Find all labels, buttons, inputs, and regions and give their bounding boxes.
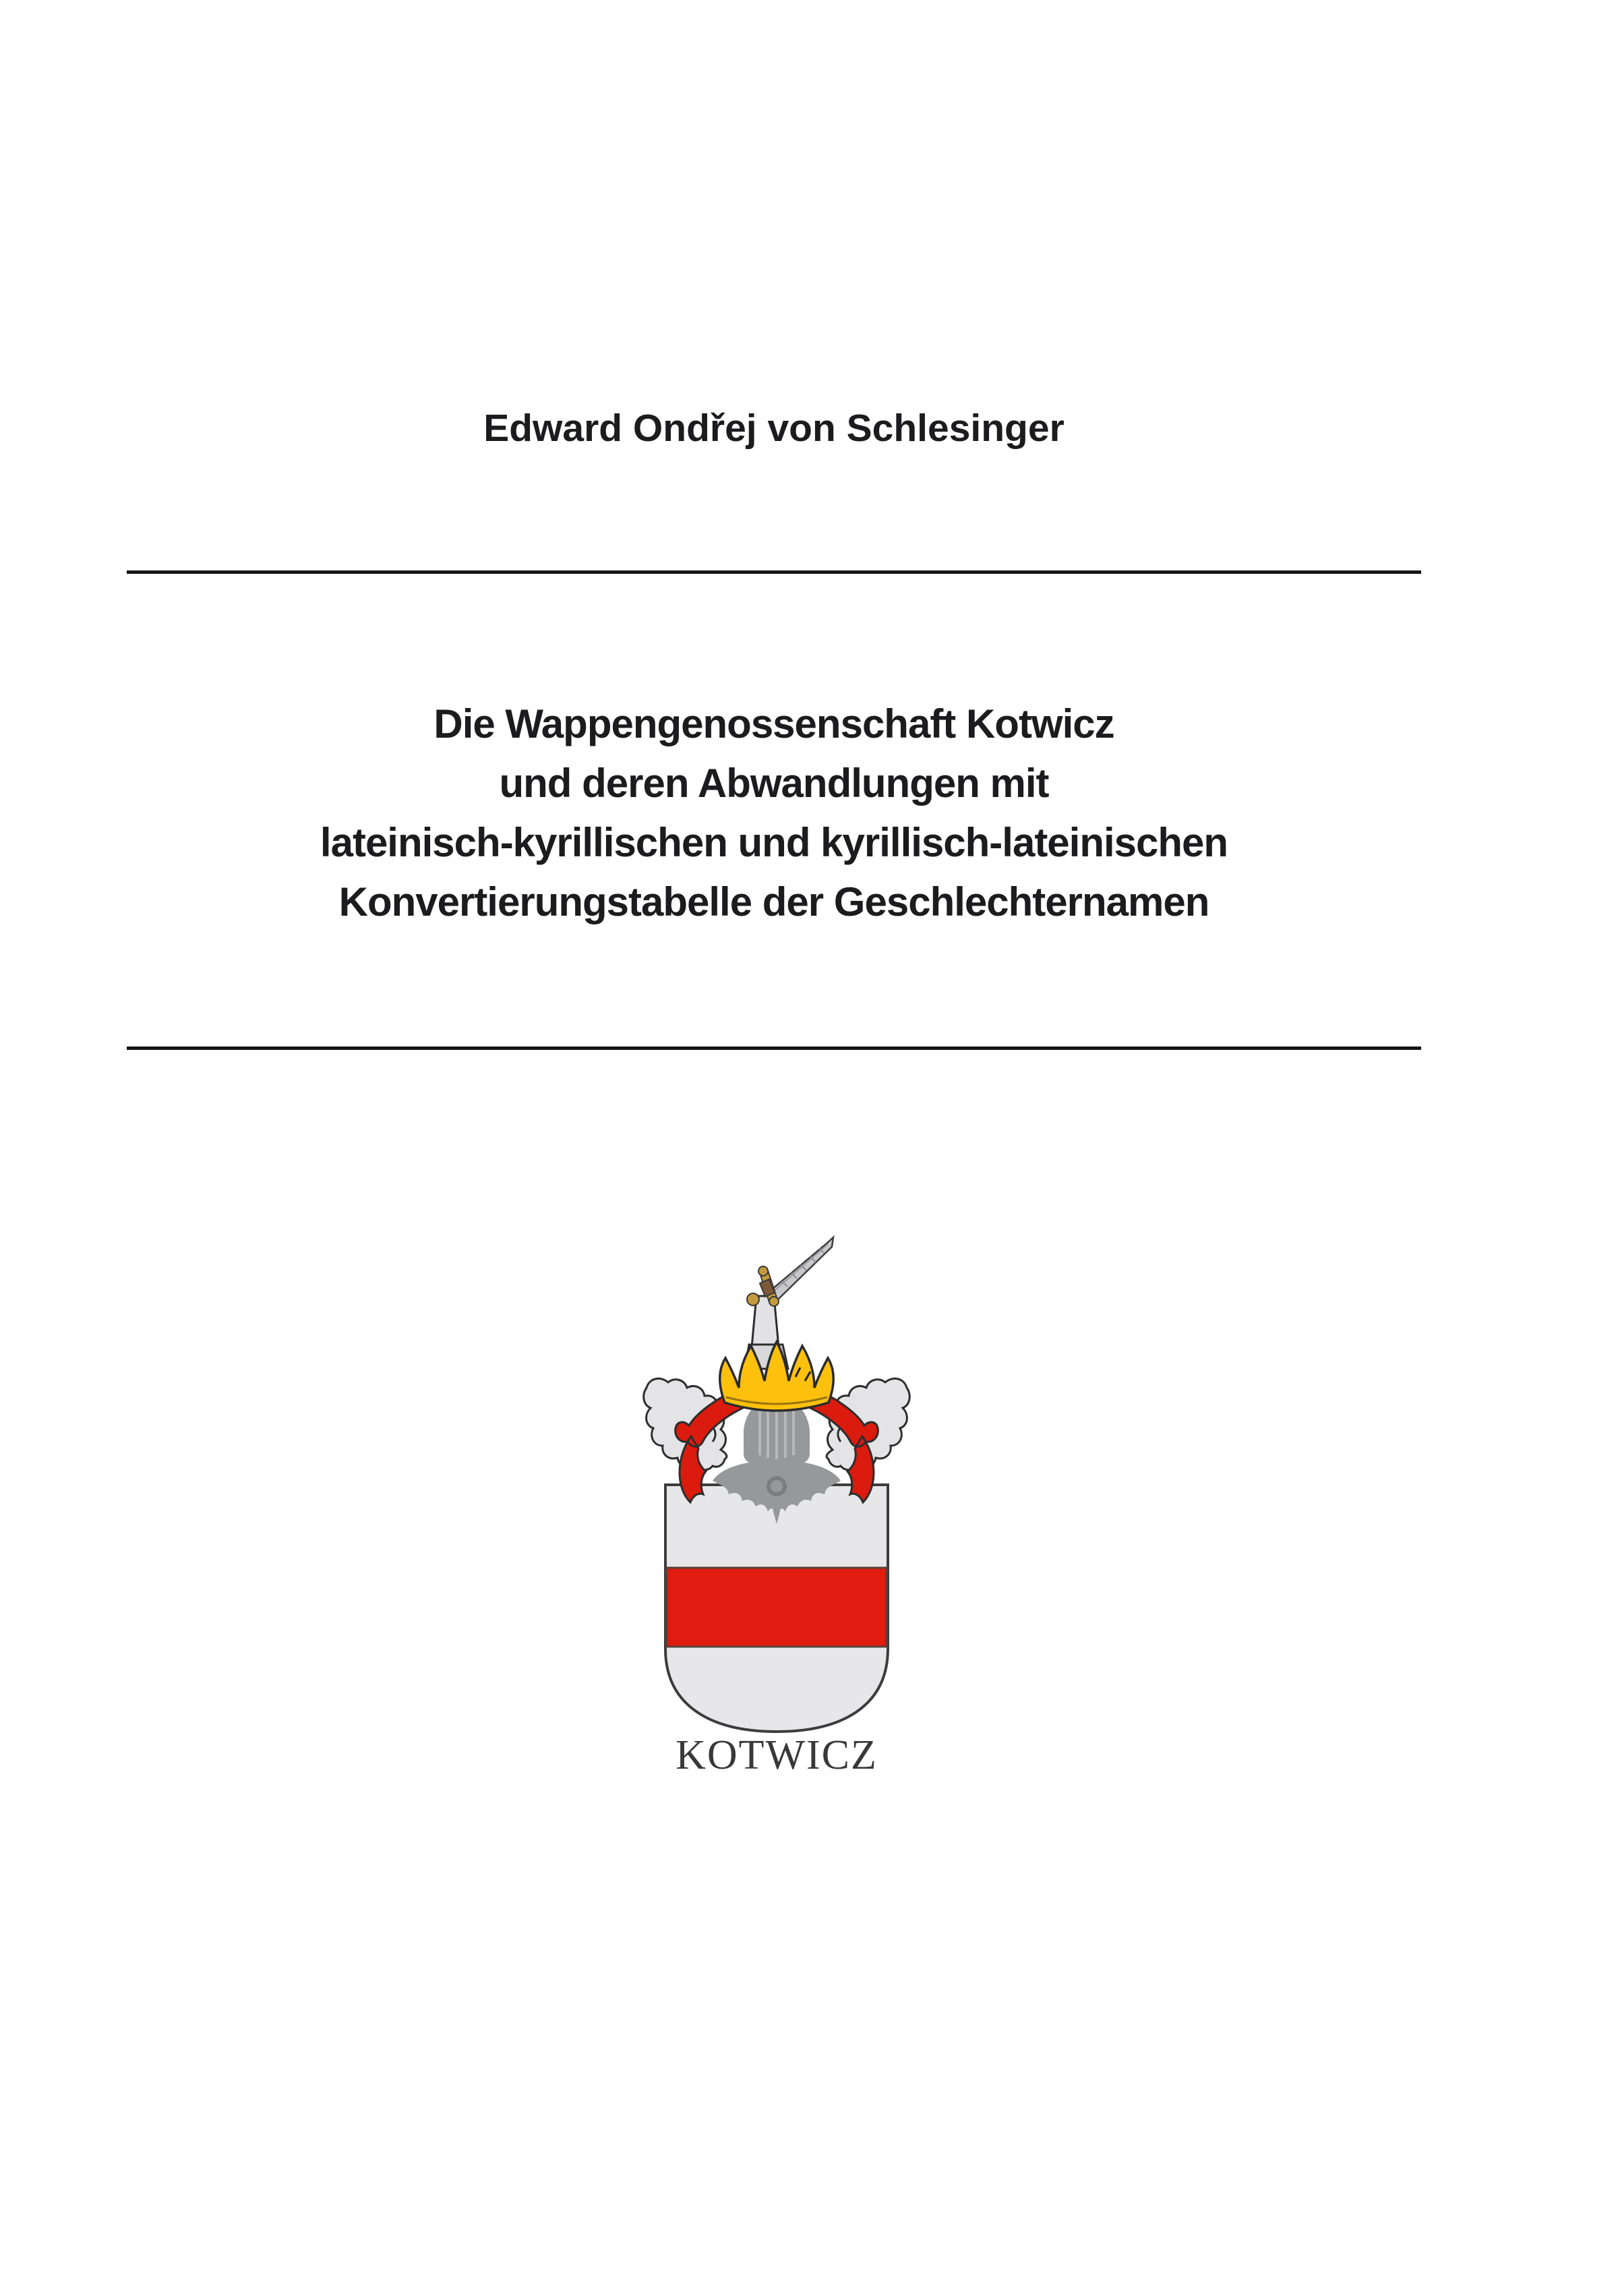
divider-bottom <box>127 1047 1421 1050</box>
title-line-4: Konvertierungstabelle der Geschlechternamen <box>338 879 1209 924</box>
title-line-3: lateinisch-kyrillischen und kyrillisch-lateinischen <box>320 820 1228 865</box>
divider-top <box>127 570 1421 574</box>
blade-ridge <box>771 1244 828 1294</box>
coat-of-arms <box>627 1234 926 1746</box>
title-line-2: und deren Abwandlungen mit <box>499 761 1049 806</box>
quillon-top <box>758 1266 768 1276</box>
crown-icon <box>720 1342 834 1411</box>
pommel <box>747 1293 759 1305</box>
sword-grip <box>760 1279 775 1297</box>
fess-band <box>667 1568 887 1647</box>
sword-icon <box>767 1237 833 1302</box>
author-name: Edward Ondřej von Schlesinger <box>483 407 1065 450</box>
coat-of-arms-caption: KOTWICZ <box>676 1732 878 1778</box>
book-title <box>127 695 1421 932</box>
sword-blade <box>767 1237 833 1302</box>
title-line-1: Die Wappengenossenschaft Kotwicz <box>433 701 1114 746</box>
quillon-bottom <box>769 1297 779 1306</box>
